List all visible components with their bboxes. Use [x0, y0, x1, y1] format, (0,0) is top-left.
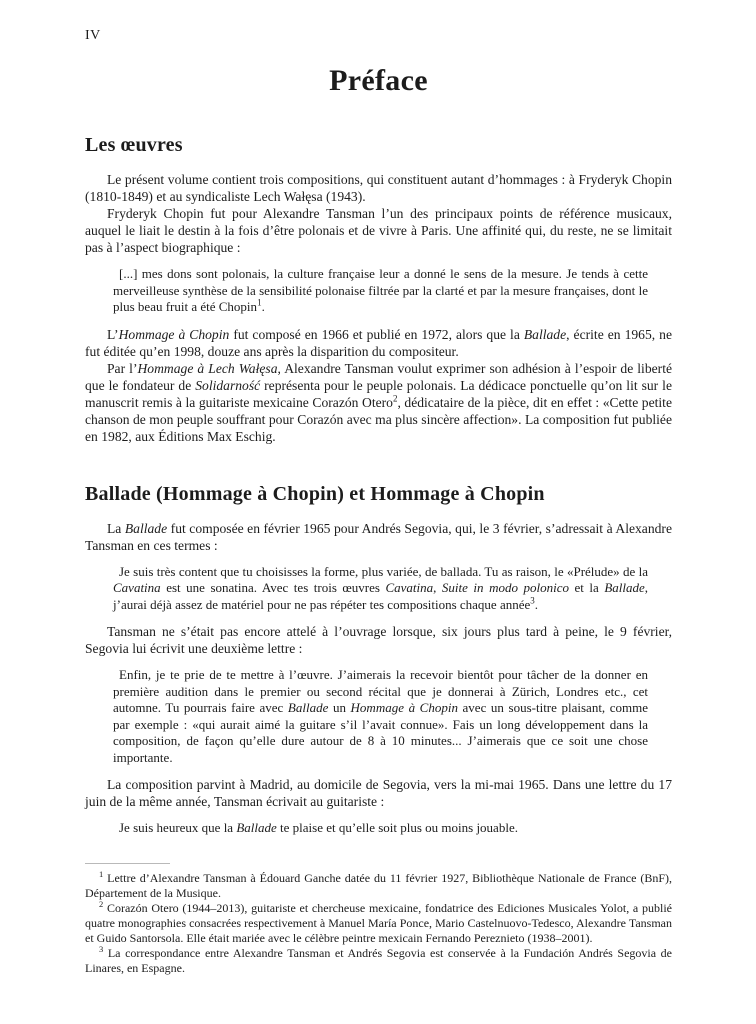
footnote-3	[85, 943, 672, 976]
footnote-text: Lettre d’Alexandre Tansman à Édouard Ganche datée du 11 février 1927, Bibliothèque Nationale de France (BnF), Département de la Musique.	[85, 870, 672, 900]
work-title: Cavatina	[385, 580, 434, 595]
section-ballade-hommage	[85, 483, 672, 837]
work-title: Ballade	[604, 580, 645, 595]
quotation-segovia-letter-2	[113, 667, 648, 766]
text-run: La	[107, 520, 125, 536]
work-title: Hommage à Chopin	[350, 700, 458, 715]
quote-run: [...] mes dons sont polonais, la culture française leur a donné le sens de la mesure. Je tends à cette merveilleuse synthèse de la sensibilité polonaise filtrée par la clarté et par la mesure françaises, dont le plus beau fruit a été Chopin	[113, 266, 648, 314]
body-paragraph: Fryderyk Chopin fut pour Alexandre Tansman l’un des principaux points de référence musicaux, auquel le liait le destin à la fois d’être polonais et de vivre à Paris. Une affinité qui, du reste, ne se limitait pas à l’aspect biographique :	[85, 206, 672, 255]
text-run: représenta pour le peuple polonais. La dédicace ponctuelle qu’on lit sur le manuscrit remis à la guitariste mexicaine Corazón Otero	[85, 377, 672, 410]
footnote-marker: 3	[99, 943, 104, 954]
text-run: , écrite en 1965, ne fut éditée qu’en 1998, douze ans après la disparition du compositeur.	[85, 326, 672, 359]
body-paragraph: Tansman ne s’était pas encore attelé à l’ouvrage lorsque, six jours plus tard à peine, le 9 février, Segovia lui écrivit une deuxième lettre :	[85, 624, 672, 656]
footnote-reference: 2	[392, 392, 398, 403]
text-run: , dédicataire de la pièce, dit en effet : «Cette petite chanson de mon peuple souffrant pour Corazón avec ma plus sincère affection». La composition fut publiée en 1982, aux Éditions Max Eschig.	[85, 394, 672, 444]
footnote-separator	[85, 863, 170, 864]
work-title: Solidarność	[195, 377, 261, 393]
body-paragraph	[85, 326, 672, 360]
work-title: Ballade	[236, 820, 277, 835]
quote-run: ,	[433, 580, 442, 595]
footnote-marker: 1	[99, 868, 104, 879]
quotation-tansman-reply	[113, 820, 648, 837]
work-title: Hommage à Lech Wałęsa	[137, 360, 278, 376]
quote-run: Enfin, je te prie de te mettre à l’œuvre. J’aimerais la recevoir bientôt pour tâcher de la donner en première audition dans le premier ou second récital que je donnerai à Zürich, Londres etc., cet automne. Tu pourrais faire avec	[113, 667, 648, 715]
page-title: Préface	[329, 64, 428, 97]
footnote-marker: 2	[99, 898, 104, 909]
body-paragraph: La composition parvint à Madrid, au domicile de Segovia, vers la mi-mai 1965. Dans une lettre du 17 juin de la même année, Tansman écrivait au guitariste :	[85, 777, 672, 809]
work-title: Suite in modo polonico	[441, 580, 569, 595]
section-heading-ballade: Ballade (Hommage à Chopin) et Hommage à Chopin	[85, 482, 545, 505]
work-title: Ballade	[287, 700, 329, 715]
quote-run: .	[534, 596, 539, 612]
page-number: IV	[85, 28, 101, 43]
footnote-text: La correspondance entre Alexandre Tansman et Andrés Segovia est conservée à la Fundación Andrés Segovia de Linares, en Espagne.	[85, 945, 672, 975]
text-run: fut composé en 1966 et publié en 1972, alors que la	[229, 326, 524, 342]
quotation-text	[113, 667, 648, 766]
work-title: Ballade	[523, 326, 567, 342]
section-body	[85, 171, 672, 445]
quotation-segovia-letter-1	[113, 564, 648, 614]
work-title: Ballade	[124, 520, 168, 536]
text-run: L’	[107, 326, 119, 342]
quote-run: et la	[568, 580, 605, 595]
text-run: , Alexandre Tansman voulut exprimer son adhésion à l’espoir de liberté que le fondateur de	[85, 360, 673, 393]
quote-run: avec un sous-titre plaisant, comme par exemple : «qui aurait aimé la guitare s’il l’avait connue». Fais un long développement dans la composition, de façon qu’elle dure autour de 8 à 10 minutes... J’aimerais que ce soit une chose importante.	[113, 700, 649, 765]
footnotes-block	[85, 863, 672, 976]
quote-run: .	[261, 299, 265, 314]
quotation-text	[113, 266, 648, 316]
quote-run: est une sonatina. Avec tes trois œuvres	[160, 580, 386, 595]
section-heading-les-oeuvres: Les œuvres	[85, 134, 183, 156]
quote-run: , j’aurai déjà assez de matériel pour ne pas répéter tes compositions chaque année	[113, 580, 648, 612]
quote-run: Je suis heureux que la	[119, 820, 237, 835]
quotation-text	[113, 820, 648, 837]
text-run: fut composée en février 1965 pour Andrés Segovia, qui, le 3 février, s’adressait à Alexandre Tansman en ces termes :	[85, 520, 672, 553]
body-paragraph: Le présent volume contient trois compositions, qui constituent autant d’hommages : à Fryderyk Chopin (1810-1849) et au syndicaliste Lech Wałęsa (1943).	[85, 172, 672, 204]
footnote-1	[85, 868, 672, 901]
footnote-text: Corazón Otero (1944–2013), guitariste et chercheuse mexicaine, fondatrice des Ediciones Musicales Yolot, a publié quatre monographies consacrées respectivement à Manuel María Ponce, Mario Castelnuovo-Tedesco, Alexandre Tansman et Guido Santorsola. Elle était mariée avec le célèbre peintre mexicain Fernando Pereznieto (1938–2001).	[85, 900, 672, 945]
quotation-tansman-letter	[113, 266, 648, 316]
body-paragraph	[85, 520, 672, 554]
footnote-reference: 3	[530, 595, 535, 606]
quote-run: te plaise et qu’elle soit plus ou moins jouable.	[276, 820, 518, 835]
quote-run: Je suis très content que tu choisisses la forme, plus variée, de ballada. Tu as raison, le «Prélude» de la	[119, 563, 648, 579]
section-les-oeuvres	[85, 134, 672, 445]
footnote-reference: 1	[257, 297, 262, 308]
quotation-text	[113, 564, 648, 614]
work-title: Hommage à Chopin	[118, 326, 230, 342]
quote-run: un	[328, 700, 351, 715]
body-paragraph	[85, 360, 672, 445]
work-title: Cavatina	[113, 580, 161, 595]
section-body	[85, 520, 672, 837]
footnote-2	[85, 898, 672, 946]
text-run: Par l’	[107, 360, 138, 376]
